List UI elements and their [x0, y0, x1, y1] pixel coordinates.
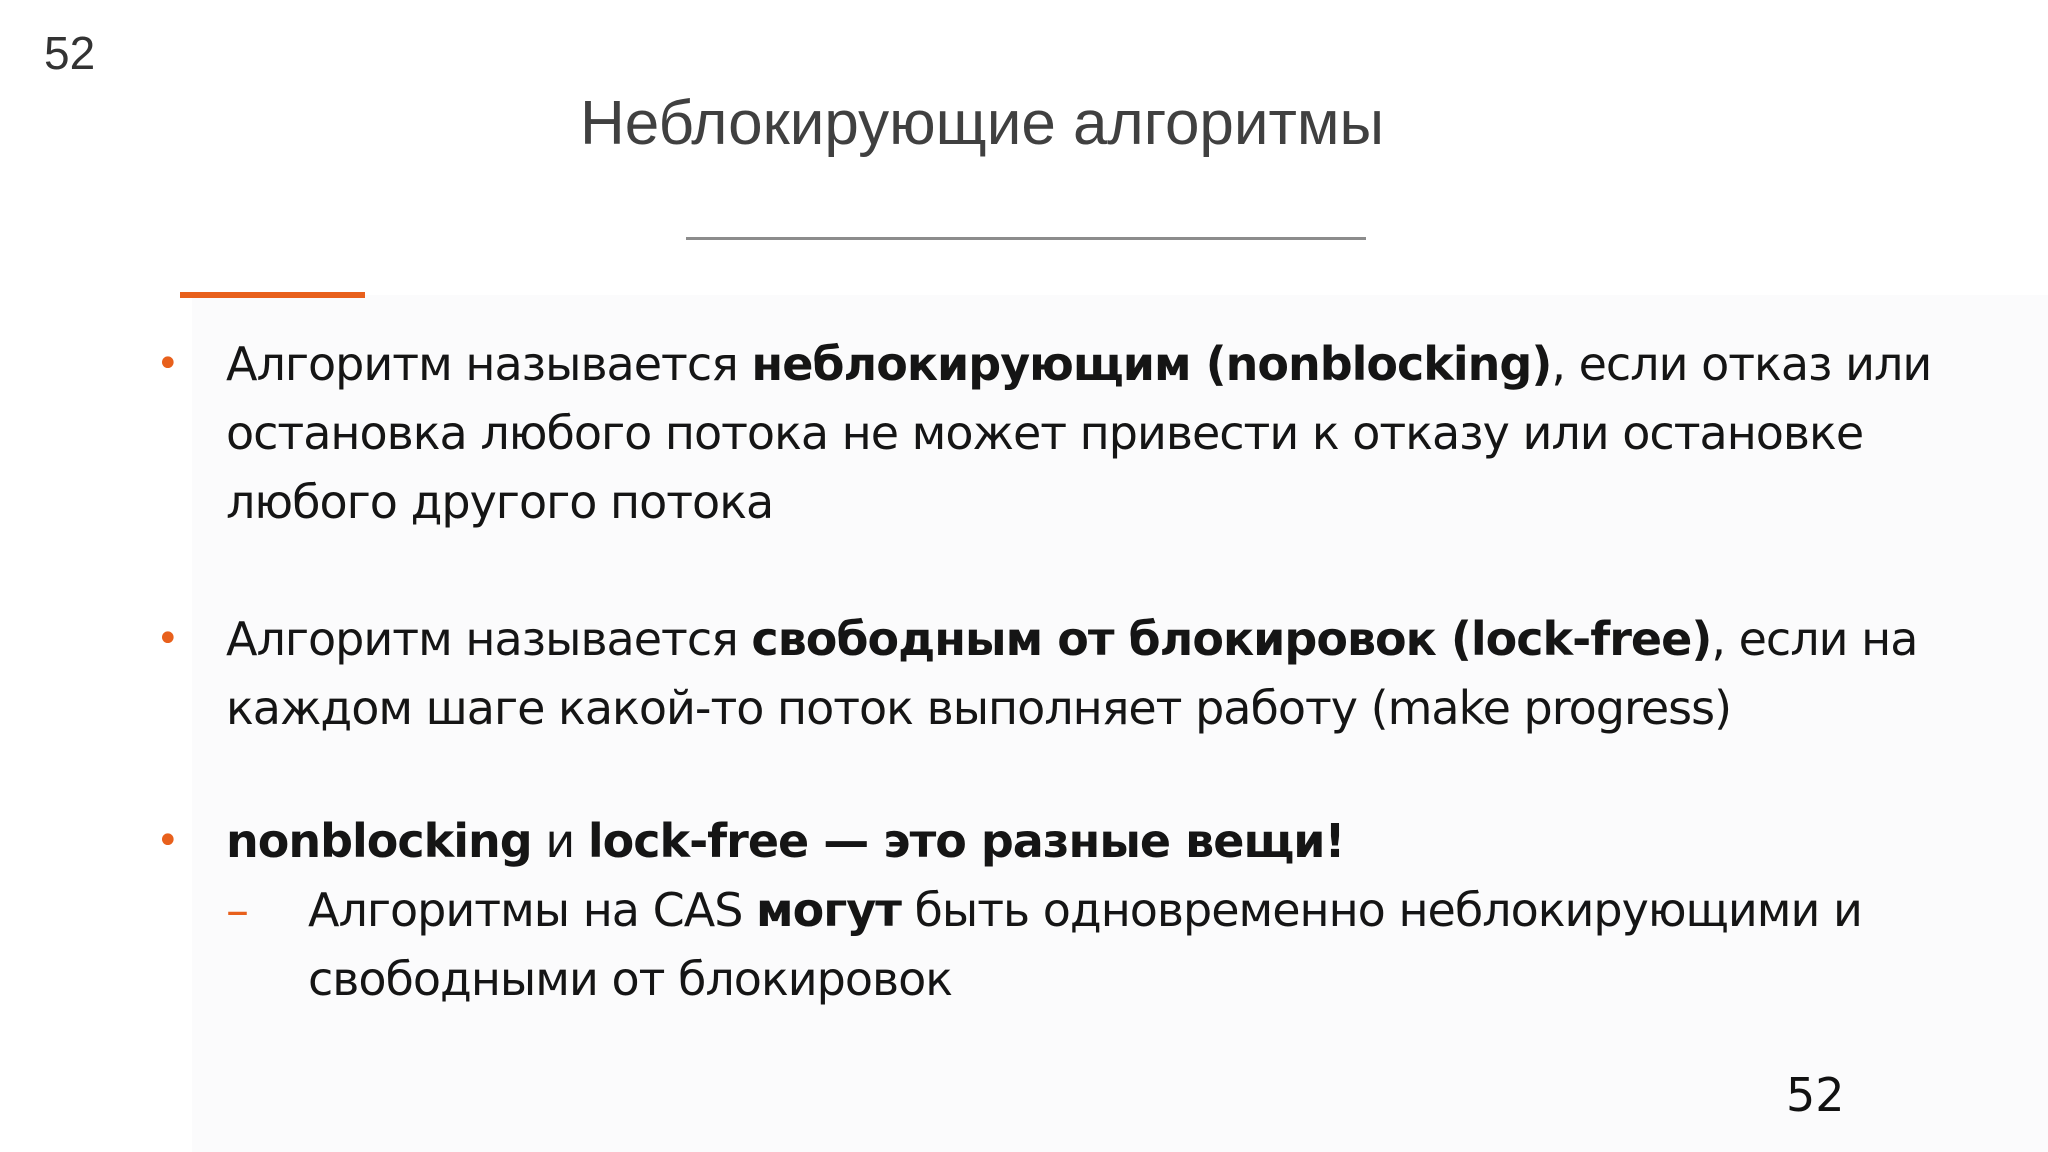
- bullet-text-pre: Алгоритм называется: [226, 612, 752, 666]
- sub-bullet-term-can: могут: [756, 883, 901, 937]
- bullet-list: [156, 330, 1956, 1014]
- bullet-term-lock-free: lock-free: [587, 814, 809, 868]
- bullet-dot-icon: •: [156, 818, 179, 864]
- sub-bullet-cas: [226, 876, 1956, 1014]
- title-divider: [686, 237, 1366, 240]
- sub-bullet-text-post: быть одновременно неблокирующими и свободными от блокировок: [308, 883, 1862, 1006]
- bullet-item-lock-free: [156, 605, 1956, 743]
- bullet-text-mid: и: [531, 814, 588, 868]
- sub-bullet-text-pre: Алгоритмы на CAS: [308, 883, 757, 937]
- bullet-item-nonblocking: [156, 330, 1956, 537]
- bullet-term-nonblocking: nonblocking: [226, 814, 532, 868]
- bullet-text-post: , если на каждом шаге какой-то поток выполняет работу (make progress): [226, 612, 1918, 735]
- accent-bar: [180, 292, 365, 298]
- bullet-item-difference: [156, 807, 1956, 1014]
- bullet-text-pre: Алгоритм называется: [226, 337, 752, 391]
- bullet-dot-icon: •: [156, 616, 179, 662]
- dash-icon: –: [226, 883, 248, 937]
- bullet-term-nonblocking: неблокирующим (nonblocking): [751, 337, 1552, 391]
- bullet-term-lock-free: свободным от блокировок (lock-free): [751, 612, 1712, 666]
- slide-title: Неблокирующие алгоритмы: [580, 89, 1385, 158]
- bullet-text-post: , если отказ или остановка любого потока не может привести к отказу или остановке любого другого потока: [226, 337, 1932, 529]
- page-number-bottom: 52: [1786, 1068, 1845, 1122]
- bullet-text-emphasis: — это разные вещи!: [808, 814, 1345, 868]
- page-number-top: 52: [44, 27, 96, 79]
- bullet-dot-icon: •: [156, 341, 179, 387]
